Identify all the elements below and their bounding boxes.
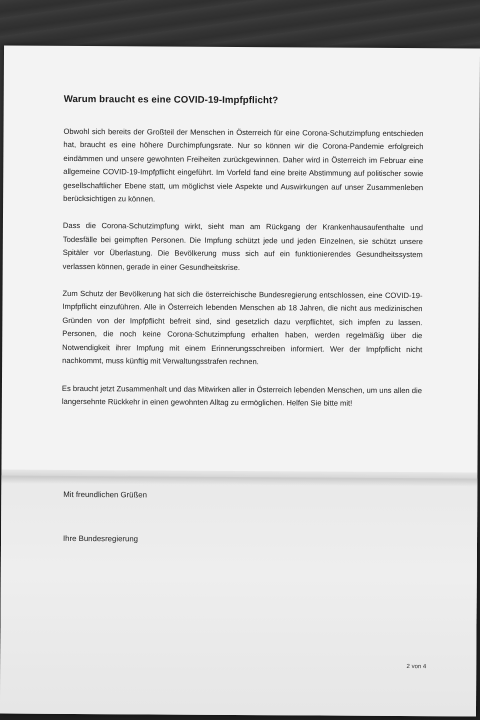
letter-heading: Warum braucht es eine COVID-19-Impfpflicht? xyxy=(63,93,279,107)
paragraph-3: Zum Schutz der Bevölkerung hat sich die österreichische Bundesregierung entschlossen, eine COVID-19-Impfpflicht einzuführen. Alle in Österreich lebenden Menschen ab 18 Jahren, die nicht aus medizinischen Gründen von der Impfpflicht befreit sind, sind gesetzlich dazu verpflichtet, sich impfen zu lassen. Personen, die noch keine Corona-Schutzimpfung erhalten haben, werden regelmäßig über die Notwendigkeit ihrer Impfung mit einem Erinnerungsschreiben informiert. Wer der Impfpflicht nicht nachkommt, muss künftig mit Verwaltungsstrafen rechnen. xyxy=(62,288,423,367)
paragraph-2: Dass die Corona-Schutzimpfung wirkt, sieht man am Rückgang der Krankenhausaufenthalte und Todesfälle bei geimpften Personen. Die Impfung schützt jede und jeden Einzelnen, sie schützt unsere Spitäler vor Überlastung. Die Bevölkerung muss sich auf ein funktionierendes Gesundheitssystem verlassen können, gerade in einer Gesundheitskrise. xyxy=(62,221,423,272)
letter-body xyxy=(62,94,424,425)
closing-greeting: Mit freundlichen Grüßen xyxy=(63,489,147,500)
letter-page xyxy=(0,46,480,717)
paragraph-4: Es braucht jetzt Zusammenhalt und das Mitwirken aller in Österreich lebenden Menschen, um uns allen die langersehnte Rückkehr in einen gewohnten Alltag zu ermöglichen. Helfen Sie bitte mit! xyxy=(61,383,422,408)
paper-fold-lower-half xyxy=(0,476,477,717)
paragraph-1: Obwohl sich bereits der Großteil der Menschen in Österreich für eine Corona-Schutzimpfung entschieden hat, braucht es eine höhere Durchimpfungsrate. Nur so können wir die Corona-Pandemie erfolgreich eindämmen und unsere gewohnten Freiheiten zurückgewinnen. Daher wird in Österreich im Februar eine allgemeine COVID-19-Impfpflicht eingeführt. Im Vorfeld fand eine breite Abstimmung auf politischer sowie gesellschaftlicher Ebene statt, um möglichst viele Aspekte und Auswirkungen auf unser Zusammenleben berücksichtigen zu können. xyxy=(63,126,424,204)
page-number: 2 von 4 xyxy=(406,664,427,671)
signature: Ihre Bundesregierung xyxy=(63,533,139,544)
